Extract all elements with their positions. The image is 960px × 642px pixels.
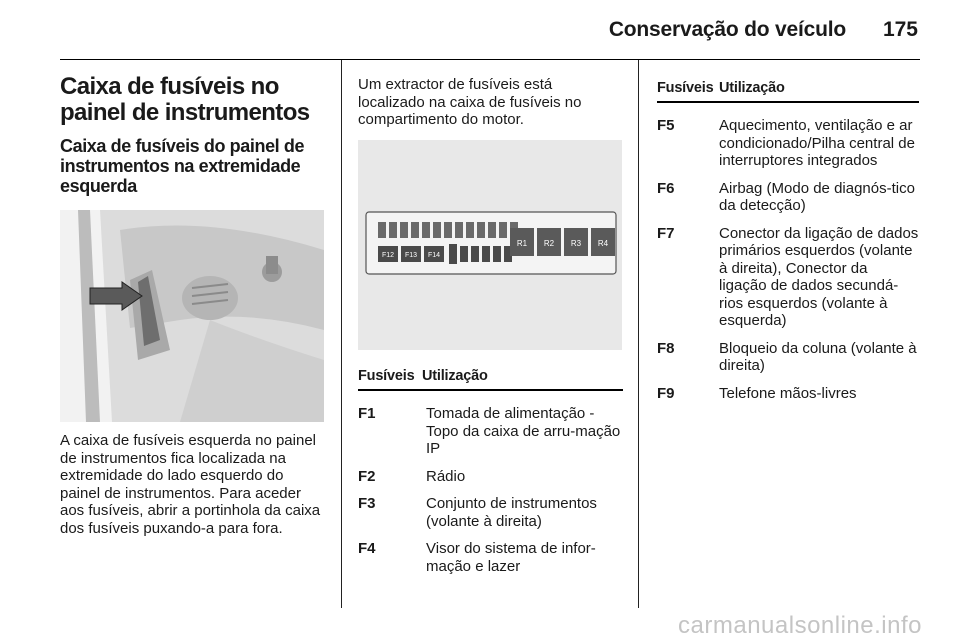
section-subtitle: Caixa de fusíveis do painel de instrumentos na extremidade esquerda bbox=[60, 136, 305, 196]
fuse-desc: Tomada de alimentação - Topo da caixa de arru-mação IP bbox=[426, 405, 621, 457]
fuse-code: F7 bbox=[657, 224, 675, 242]
fuse-desc: Airbag (Modo de diagnós-tico da detecção) bbox=[719, 179, 915, 214]
header-usage: Utilização bbox=[719, 80, 785, 96]
middle-column bbox=[358, 68, 623, 129]
table-header bbox=[358, 368, 623, 391]
table-header bbox=[657, 80, 919, 103]
fuse-box-diagram bbox=[358, 140, 622, 350]
fuse-code: F4 bbox=[358, 540, 376, 557]
fuse-desc: Aquecimento, ventilação e ar condicionado/Pilha central de interruptores integrados bbox=[719, 117, 915, 169]
fuse-desc: Conjunto de instrumentos (volante à direita) bbox=[426, 495, 597, 530]
watermark: carmanualsonline.info bbox=[678, 612, 922, 639]
fuse-label: F14 bbox=[427, 252, 441, 259]
fuse-code: F5 bbox=[657, 117, 675, 134]
left-paragraph: A caixa de fusíveis esquerda no painel de instrumentos fica localizada na extremidade do lado esquerdo do painel de instrumentos. Para aceder aos fusíveis, abrir a portinhola da caixa dos fusíveis puxando-a para fora. bbox=[60, 432, 321, 537]
fuse-desc: Conector da ligação de dados primários esquerdos (volante à direita), Conector da ligação de dados secundá-rios esquerdos (volante à esquerda) bbox=[719, 224, 919, 329]
table-row bbox=[657, 385, 919, 403]
header-title: Conservação do veículo bbox=[608, 18, 846, 41]
page-header bbox=[60, 14, 920, 60]
left-column bbox=[60, 68, 325, 196]
fuse-desc: Bloqueio da coluna (volante à direita) bbox=[719, 339, 917, 374]
fuse-table-2 bbox=[657, 80, 919, 402]
fuse-code: F8 bbox=[657, 339, 675, 357]
relay-label: R2 bbox=[543, 239, 555, 248]
fuse-code: F6 bbox=[657, 179, 675, 197]
fuse-code: F2 bbox=[358, 467, 376, 485]
relay-label: R4 bbox=[597, 239, 609, 248]
table-row bbox=[657, 225, 919, 330]
fuse-desc: Telefone mãos-livres bbox=[719, 384, 857, 402]
header-fuses: Fusíveis bbox=[657, 80, 714, 96]
fuse-code: F9 bbox=[657, 384, 675, 402]
relay-label: R1 bbox=[516, 239, 528, 248]
relay-label: R3 bbox=[570, 239, 582, 248]
fuse-desc: Visor do sistema de infor-mação e lazer bbox=[426, 540, 596, 575]
column-divider bbox=[341, 60, 342, 608]
table-row bbox=[358, 405, 623, 458]
fuse-label: F12 bbox=[381, 252, 395, 259]
fuse-label: F13 bbox=[404, 252, 418, 259]
fuse-code: F3 bbox=[358, 495, 376, 512]
header-usage: Utilização bbox=[422, 368, 488, 384]
dashboard-photo bbox=[60, 210, 324, 422]
header-fuses: Fusíveis bbox=[358, 368, 415, 384]
table-row bbox=[358, 468, 623, 486]
section-title: Caixa de fusíveis no painel de instrumentos bbox=[60, 73, 310, 126]
fuse-code: F1 bbox=[358, 405, 376, 422]
table-row bbox=[358, 540, 623, 575]
column-divider bbox=[638, 60, 639, 608]
page-number: 175 bbox=[882, 18, 918, 41]
fuse-desc: Rádio bbox=[426, 467, 466, 485]
table-row bbox=[657, 180, 919, 215]
table-row bbox=[657, 340, 919, 375]
table-row bbox=[657, 117, 919, 170]
fuse-table-1 bbox=[358, 368, 623, 575]
middle-paragraph: Um extractor de fusíveis está localizado na caixa de fusíveis no compartimento do motor. bbox=[358, 76, 582, 128]
table-row bbox=[358, 495, 623, 530]
